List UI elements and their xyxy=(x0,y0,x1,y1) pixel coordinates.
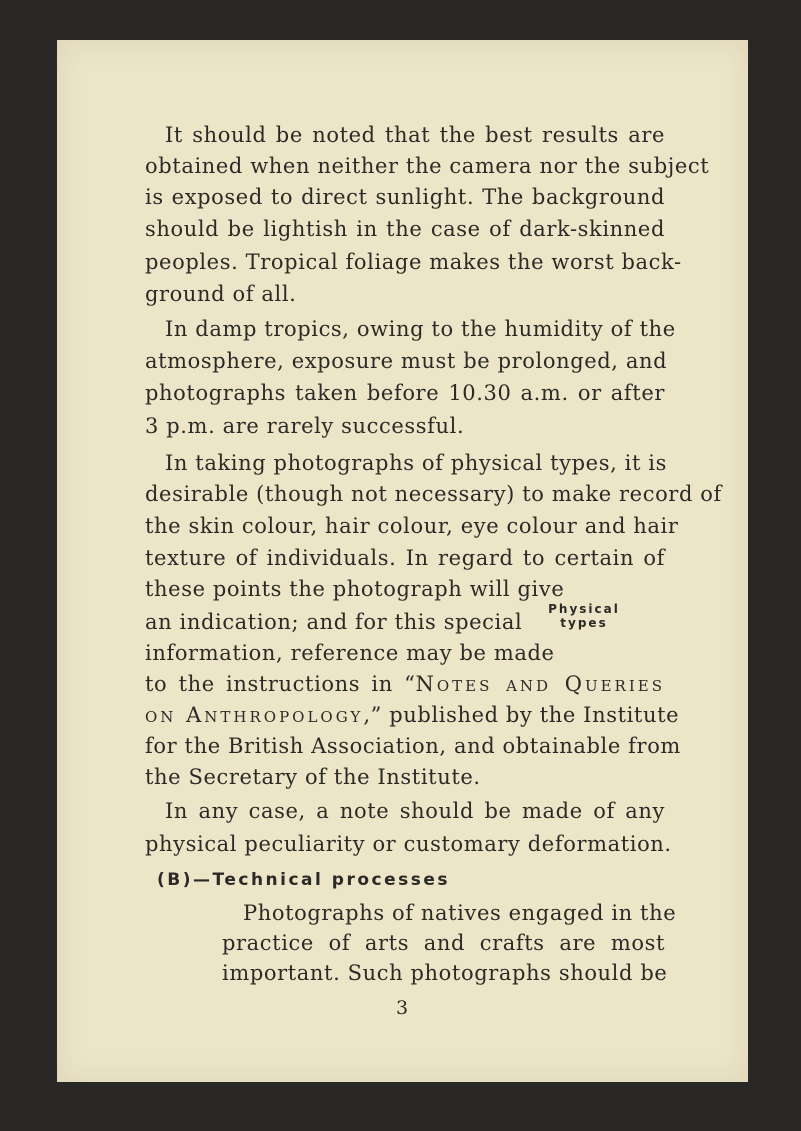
paragraph-line: an indication; and for this special xyxy=(145,610,523,634)
paragraph-line: for the British Association, and obtainable from xyxy=(145,734,681,758)
publication-title-part1: Notes and Queries xyxy=(415,672,665,696)
paragraph-line: practice of arts and crafts are most xyxy=(222,931,665,955)
paragraph-line: the Secretary of the Institute. xyxy=(145,765,481,789)
paragraph-line: should be lightish in the case of dark-skinned xyxy=(145,217,665,241)
paragraph-line: texture of individuals. In regard to certain of xyxy=(145,546,665,570)
margin-note-line: types xyxy=(560,616,608,630)
paragraph-line: physical peculiarity or customary deformation. xyxy=(145,832,672,856)
paragraph-line: It should be noted that the best results are xyxy=(165,123,665,147)
paragraph-line: In any case, a note should be made of any xyxy=(165,799,665,823)
line-text: ,” published by the Institute xyxy=(363,703,680,727)
paragraph-line: important. Such photographs should be xyxy=(222,961,668,985)
paragraph-line: atmosphere, exposure must be prolonged, and xyxy=(145,349,668,373)
publication-title-part2: on Anthropology xyxy=(145,703,364,727)
paragraph-line: photographs taken before 10.30 a.m. or after xyxy=(145,381,665,405)
paragraph-line: In taking photographs of physical types, it is xyxy=(165,451,667,475)
page-number: 3 xyxy=(396,997,409,1019)
paragraph-line: desirable (though not necessary) to make record of xyxy=(145,482,722,506)
paragraph-line xyxy=(145,671,665,697)
margin-note xyxy=(539,602,629,630)
paragraph-line: the skin colour, hair colour, eye colour and hair xyxy=(145,514,679,538)
paragraph-line xyxy=(145,702,680,728)
paragraph-line: information, reference may be made xyxy=(145,641,555,665)
paragraph-line: peoples. Tropical foliage makes the worst back- xyxy=(145,250,682,274)
margin-note-line: Physical xyxy=(548,602,620,616)
paragraph-line: ground of all. xyxy=(145,282,297,306)
paragraph-line: Photographs of natives engaged in the xyxy=(243,901,677,925)
paragraph-line: is exposed to direct sunlight. The background xyxy=(145,185,665,209)
paragraph-line: obtained when neither the camera nor the subject xyxy=(145,154,710,178)
section-heading: (B)—Technical processes xyxy=(157,870,450,890)
paragraph-line: 3 p.m. are rarely successful. xyxy=(145,414,465,438)
paragraph-line: these points the photograph will give xyxy=(145,577,565,601)
paragraph-line: In damp tropics, owing to the humidity of the xyxy=(165,317,676,341)
line-text: to the instructions in “ xyxy=(145,672,416,696)
